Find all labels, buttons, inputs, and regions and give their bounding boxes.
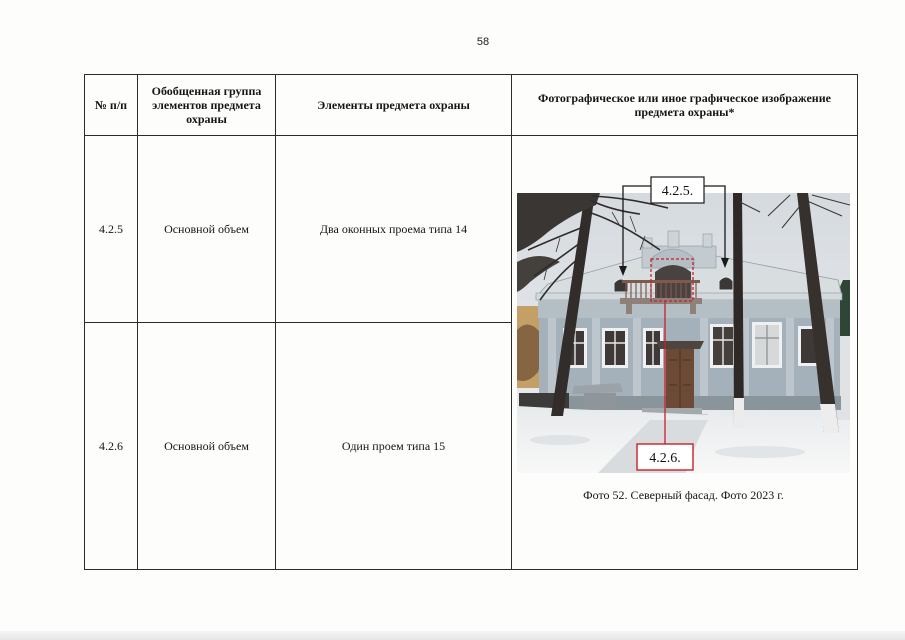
cell-element: Два оконных проема типа 14 [276, 136, 512, 323]
scan-edge [0, 631, 905, 640]
pinnacle [668, 231, 679, 247]
header-elements: Элементы предмета охраны [276, 75, 512, 136]
cell-group: Основной объем [138, 323, 276, 570]
header-group: Обобщенная группа элементов предмета охраны [138, 75, 276, 136]
header-num: № п/п [85, 75, 138, 136]
snow-patch [715, 446, 805, 458]
table-header-row [85, 75, 858, 136]
pilaster [786, 318, 794, 396]
pilaster [548, 318, 556, 396]
page-number: 58 [476, 36, 490, 48]
balcony-rail [622, 280, 700, 283]
window [710, 324, 736, 368]
cell-num: 4.2.5 [85, 136, 138, 323]
cell-num: 4.2.6 [85, 323, 138, 570]
cell-group: Основной объем [138, 136, 276, 323]
window [602, 328, 628, 368]
pilaster [633, 318, 641, 396]
label-text: 4.2.5. [661, 184, 694, 199]
trunk-whitewash [734, 398, 744, 428]
pilaster [700, 318, 708, 396]
attic-window [719, 277, 733, 290]
snow-patch [530, 435, 590, 445]
label-text: 4.2.6. [649, 451, 681, 466]
balcony-bracket [690, 304, 696, 314]
entrance-canopy [656, 341, 704, 349]
balcony-bracket [626, 304, 632, 314]
shed [584, 393, 616, 410]
header-image: Фотографическое или иное графическое изображение предмета охраны* [512, 75, 858, 136]
photo-image [517, 193, 850, 473]
photo-caption: Фото 52. Северный фасад. Фото 2023 г. [583, 488, 784, 502]
window [752, 322, 782, 368]
pilaster [592, 318, 600, 396]
facade-photo [510, 170, 856, 480]
balcony-balusters [626, 283, 696, 298]
cell-element: Один проем типа 15 [276, 323, 512, 570]
pinnacle [703, 234, 712, 247]
